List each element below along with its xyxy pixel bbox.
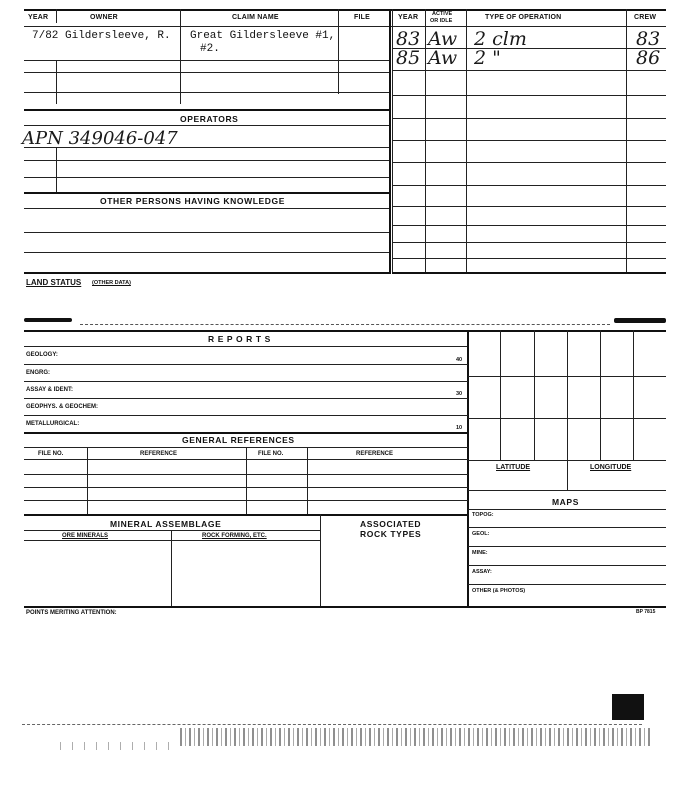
activity-header-idle: OR IDLE xyxy=(430,18,453,24)
report-engrg: ENGRG: xyxy=(26,370,50,376)
scan-artifact-left xyxy=(24,318,72,322)
activity-type-2: 2 " xyxy=(474,47,501,69)
maps-other: OTHER (& PHOTOS) xyxy=(472,588,526,594)
rock-forming-header: ROCK FORMING, ETC. xyxy=(202,533,267,539)
report-geophys: GEOPHYS. & GEOCHEM: xyxy=(26,404,99,410)
activity-crew-1: 83 xyxy=(636,28,661,50)
claim-name-entry-cont: #2. xyxy=(200,43,220,55)
reports-title: R E P O R T S xyxy=(208,334,271,344)
activity-status-2: Aw xyxy=(428,47,458,69)
general-references-title: GENERAL REFERENCES xyxy=(182,435,295,445)
longitude-label: LONGITUDE xyxy=(590,464,632,471)
scan-artifact-block xyxy=(612,694,644,720)
ref-header-file-no-1: FILE NO. xyxy=(38,451,64,457)
form-code: BP 7815 xyxy=(636,609,656,615)
ref-header-reference-1: REFERENCE xyxy=(140,451,178,457)
header-claim-name: CLAIM NAME xyxy=(232,14,279,21)
owner-entry: 7/82 Gildersleeve, R. xyxy=(32,30,171,42)
activity-status-1: Aw xyxy=(428,28,458,50)
header-year: YEAR xyxy=(28,14,49,21)
report-metallurgical: METALLURGICAL: xyxy=(26,421,80,427)
operators-title: OPERATORS xyxy=(180,114,239,124)
activity-year-1: 83 xyxy=(396,28,421,50)
maps-assay: ASSAY: xyxy=(472,569,492,575)
activity-header-type: TYPE OF OPERATION xyxy=(485,14,562,21)
activity-header-active: ACTIVE xyxy=(432,11,453,17)
maps-topog: TOPOG: xyxy=(472,512,494,518)
ref-header-file-no-2: FILE NO. xyxy=(258,451,284,457)
ore-minerals-header: ORE MINERALS xyxy=(62,533,109,539)
scan-artifact-band xyxy=(180,728,650,746)
ref-header-reference-2: REFERENCE xyxy=(356,451,394,457)
other-persons-title: OTHER PERSONS HAVING KNOWLEDGE xyxy=(100,196,286,206)
report-num-40: 40 xyxy=(456,357,463,363)
report-geology: GEOLOGY: xyxy=(26,352,58,358)
points-meriting-attention: POINTS MERITING ATTENTION: xyxy=(26,610,117,616)
activity-crew-2: 86 xyxy=(636,47,661,69)
dashed-separator xyxy=(80,324,610,325)
header-owner: OWNER xyxy=(90,14,118,21)
report-assay: ASSAY & IDENT: xyxy=(26,387,74,393)
scan-artifact-line xyxy=(22,724,642,725)
latitude-label: LATITUDE xyxy=(496,464,531,471)
land-status-subtitle: (OTHER DATA) xyxy=(92,280,131,286)
maps-title: MAPS xyxy=(552,497,579,507)
operators-entry: APN 349046-047 xyxy=(22,128,178,149)
report-num-30: 30 xyxy=(456,391,463,397)
scan-artifact-right xyxy=(614,318,666,323)
claim-name-entry: Great Gildersleeve #1, xyxy=(190,30,336,42)
header-file: FILE xyxy=(354,14,370,21)
maps-geol: GEOL: xyxy=(472,531,490,537)
activity-header-crew: CREW xyxy=(634,14,657,21)
land-status-title: LAND STATUS xyxy=(26,278,82,287)
associated-rock-types-line1: ASSOCIATED xyxy=(360,519,422,529)
scan-artifact-specks xyxy=(60,742,180,750)
report-num-10: 10 xyxy=(456,425,463,431)
activity-header-year: YEAR xyxy=(398,14,419,21)
associated-rock-types-line2: ROCK TYPES xyxy=(360,529,422,539)
activity-type-1: 2 clm xyxy=(474,28,527,50)
mineral-assemblage-title: MINERAL ASSEMBLAGE xyxy=(110,519,222,529)
maps-mine: MINE: xyxy=(472,550,488,556)
activity-year-2: 85 xyxy=(396,47,421,69)
